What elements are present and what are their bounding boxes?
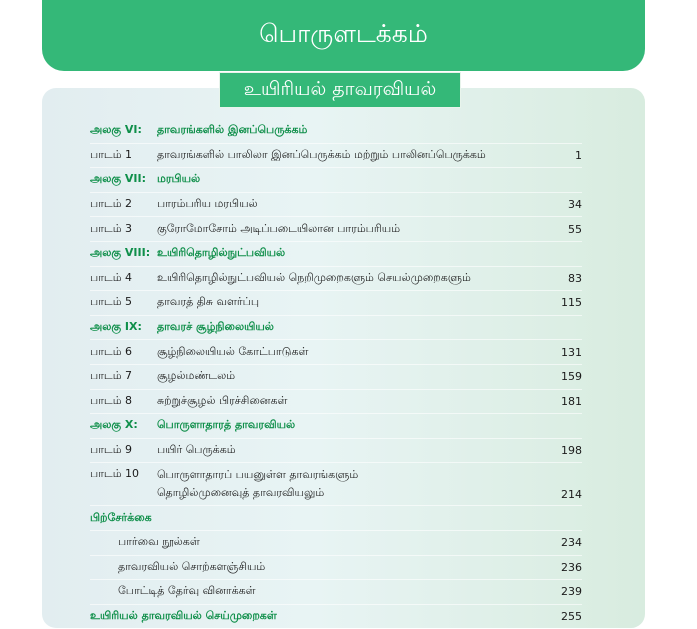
appendix-item-title: போட்டித் தேர்வு வினாக்கள் [118, 584, 256, 598]
lesson-title: சூழல்மண்டலம் [157, 369, 236, 383]
lesson-label: பாடம் 5 [90, 295, 133, 309]
appendix-heading[interactable] [90, 506, 582, 531]
book-subtitle [219, 72, 461, 108]
unit-heading[interactable] [90, 316, 582, 341]
appendix-row[interactable] [90, 580, 582, 605]
unit-label: அலகு VIII: [90, 246, 151, 260]
unit-label: அலகு IX: [90, 320, 142, 334]
lesson-label: பாடம் 3 [90, 221, 133, 235]
lesson-label: பாடம் 8 [90, 393, 133, 407]
page-number: 239 [561, 585, 582, 599]
page-number: 234 [561, 536, 582, 550]
lesson-label: பாடம் 6 [90, 344, 133, 358]
unit-title: தாவரச் சூழ்நிலையியல் [157, 320, 274, 334]
lesson-row[interactable] [90, 267, 582, 292]
lesson-row[interactable] [90, 463, 582, 506]
unit-label: அலகு VII: [90, 172, 146, 186]
lesson-title: உயிரிதொழில்நுட்பவியல் நெறிமுறைகளும் செயல்முறைகளும் [157, 270, 471, 284]
lesson-title: பாரம்பரிய மரபியல் [157, 197, 258, 211]
lesson-title: சுற்றுச்சூழல் பிரச்சினைகள் [157, 393, 288, 407]
lesson-row[interactable] [90, 144, 582, 169]
lesson-label: பாடம் 9 [90, 443, 133, 457]
unit-title: தாவரங்களில் இனப்பெருக்கம் [157, 123, 308, 137]
page-number: 115 [561, 296, 582, 310]
lesson-label: பாடம் 10 [90, 467, 140, 481]
appendix-item-title: தாவரவியல் சொற்களஞ்சியம் [118, 559, 266, 573]
lesson-label: பாடம் 2 [90, 197, 133, 211]
page-number: 34 [568, 198, 582, 212]
lesson-title: தாவரத் திசு வளர்ப்பு [157, 295, 260, 309]
lesson-row[interactable] [90, 390, 582, 415]
lesson-row[interactable] [90, 291, 582, 316]
lesson-title: குரோமோசோம் அடிப்படையிலான பாரம்பரியம் [157, 221, 401, 235]
unit-label: அலகு X: [90, 418, 138, 432]
appendix-title: பிற்சேர்க்கை [90, 510, 152, 524]
lesson-row[interactable] [90, 365, 582, 390]
lesson-label: பாடம் 7 [90, 369, 133, 383]
lesson-title: தாவரங்களில் பாலிலா இனப்பெருக்கம் மற்றும் பாலினப்பெருக்கம் [157, 147, 486, 161]
page-number: 255 [561, 609, 582, 623]
page-number: 131 [561, 345, 582, 359]
page-number: 214 [561, 488, 582, 502]
lesson-row[interactable] [90, 439, 582, 464]
unit-title: மரபியல் [157, 172, 201, 186]
contents-header [42, 0, 645, 71]
subtitle-text: உயிரியல் தாவரவியல் [243, 77, 437, 100]
page-number: 159 [561, 370, 582, 384]
unit-title: உயிரிதொழில்நுட்பவியல் [157, 246, 286, 260]
page-number: 55 [568, 222, 582, 236]
lesson-row[interactable] [90, 217, 582, 242]
page-number: 83 [568, 271, 582, 285]
lesson-label: பாடம் 4 [90, 270, 133, 284]
lesson-title-line2: தொழில்முனைவுத் தாவரவியலும் [157, 486, 325, 500]
lesson-row[interactable] [90, 340, 582, 365]
unit-heading[interactable] [90, 414, 582, 439]
practicals-heading[interactable] [90, 605, 582, 629]
appendix-item-title: பார்வை நூல்கள் [118, 535, 200, 549]
unit-heading[interactable] [90, 168, 582, 193]
lesson-row[interactable] [90, 193, 582, 218]
page-number: 1 [575, 148, 582, 162]
appendix-row[interactable] [90, 531, 582, 556]
lesson-title-line1: பொருளாதாரப் பயனுள்ள தாவரங்களும் [157, 468, 359, 482]
page-number: 198 [561, 444, 582, 458]
lesson-title: சூழ்நிலையியல் கோட்பாடுகள் [157, 344, 309, 358]
appendix-row[interactable] [90, 556, 582, 581]
unit-title: பொருளாதாரத் தாவரவியல் [157, 418, 296, 432]
lesson-title: பயிர் பெருக்கம் [157, 443, 236, 457]
unit-label: அலகு VI: [90, 123, 142, 137]
page-title: பொருளடக்கம் [259, 19, 428, 48]
unit-heading[interactable] [90, 119, 582, 144]
page-number: 236 [561, 560, 582, 574]
page-number: 181 [561, 394, 582, 408]
table-of-contents [90, 119, 582, 629]
practicals-title: உயிரியல் தாவரவியல் செய்முறைகள் [90, 608, 277, 622]
lesson-title [157, 466, 522, 502]
lesson-label: பாடம் 1 [90, 147, 133, 161]
unit-heading[interactable] [90, 242, 582, 267]
